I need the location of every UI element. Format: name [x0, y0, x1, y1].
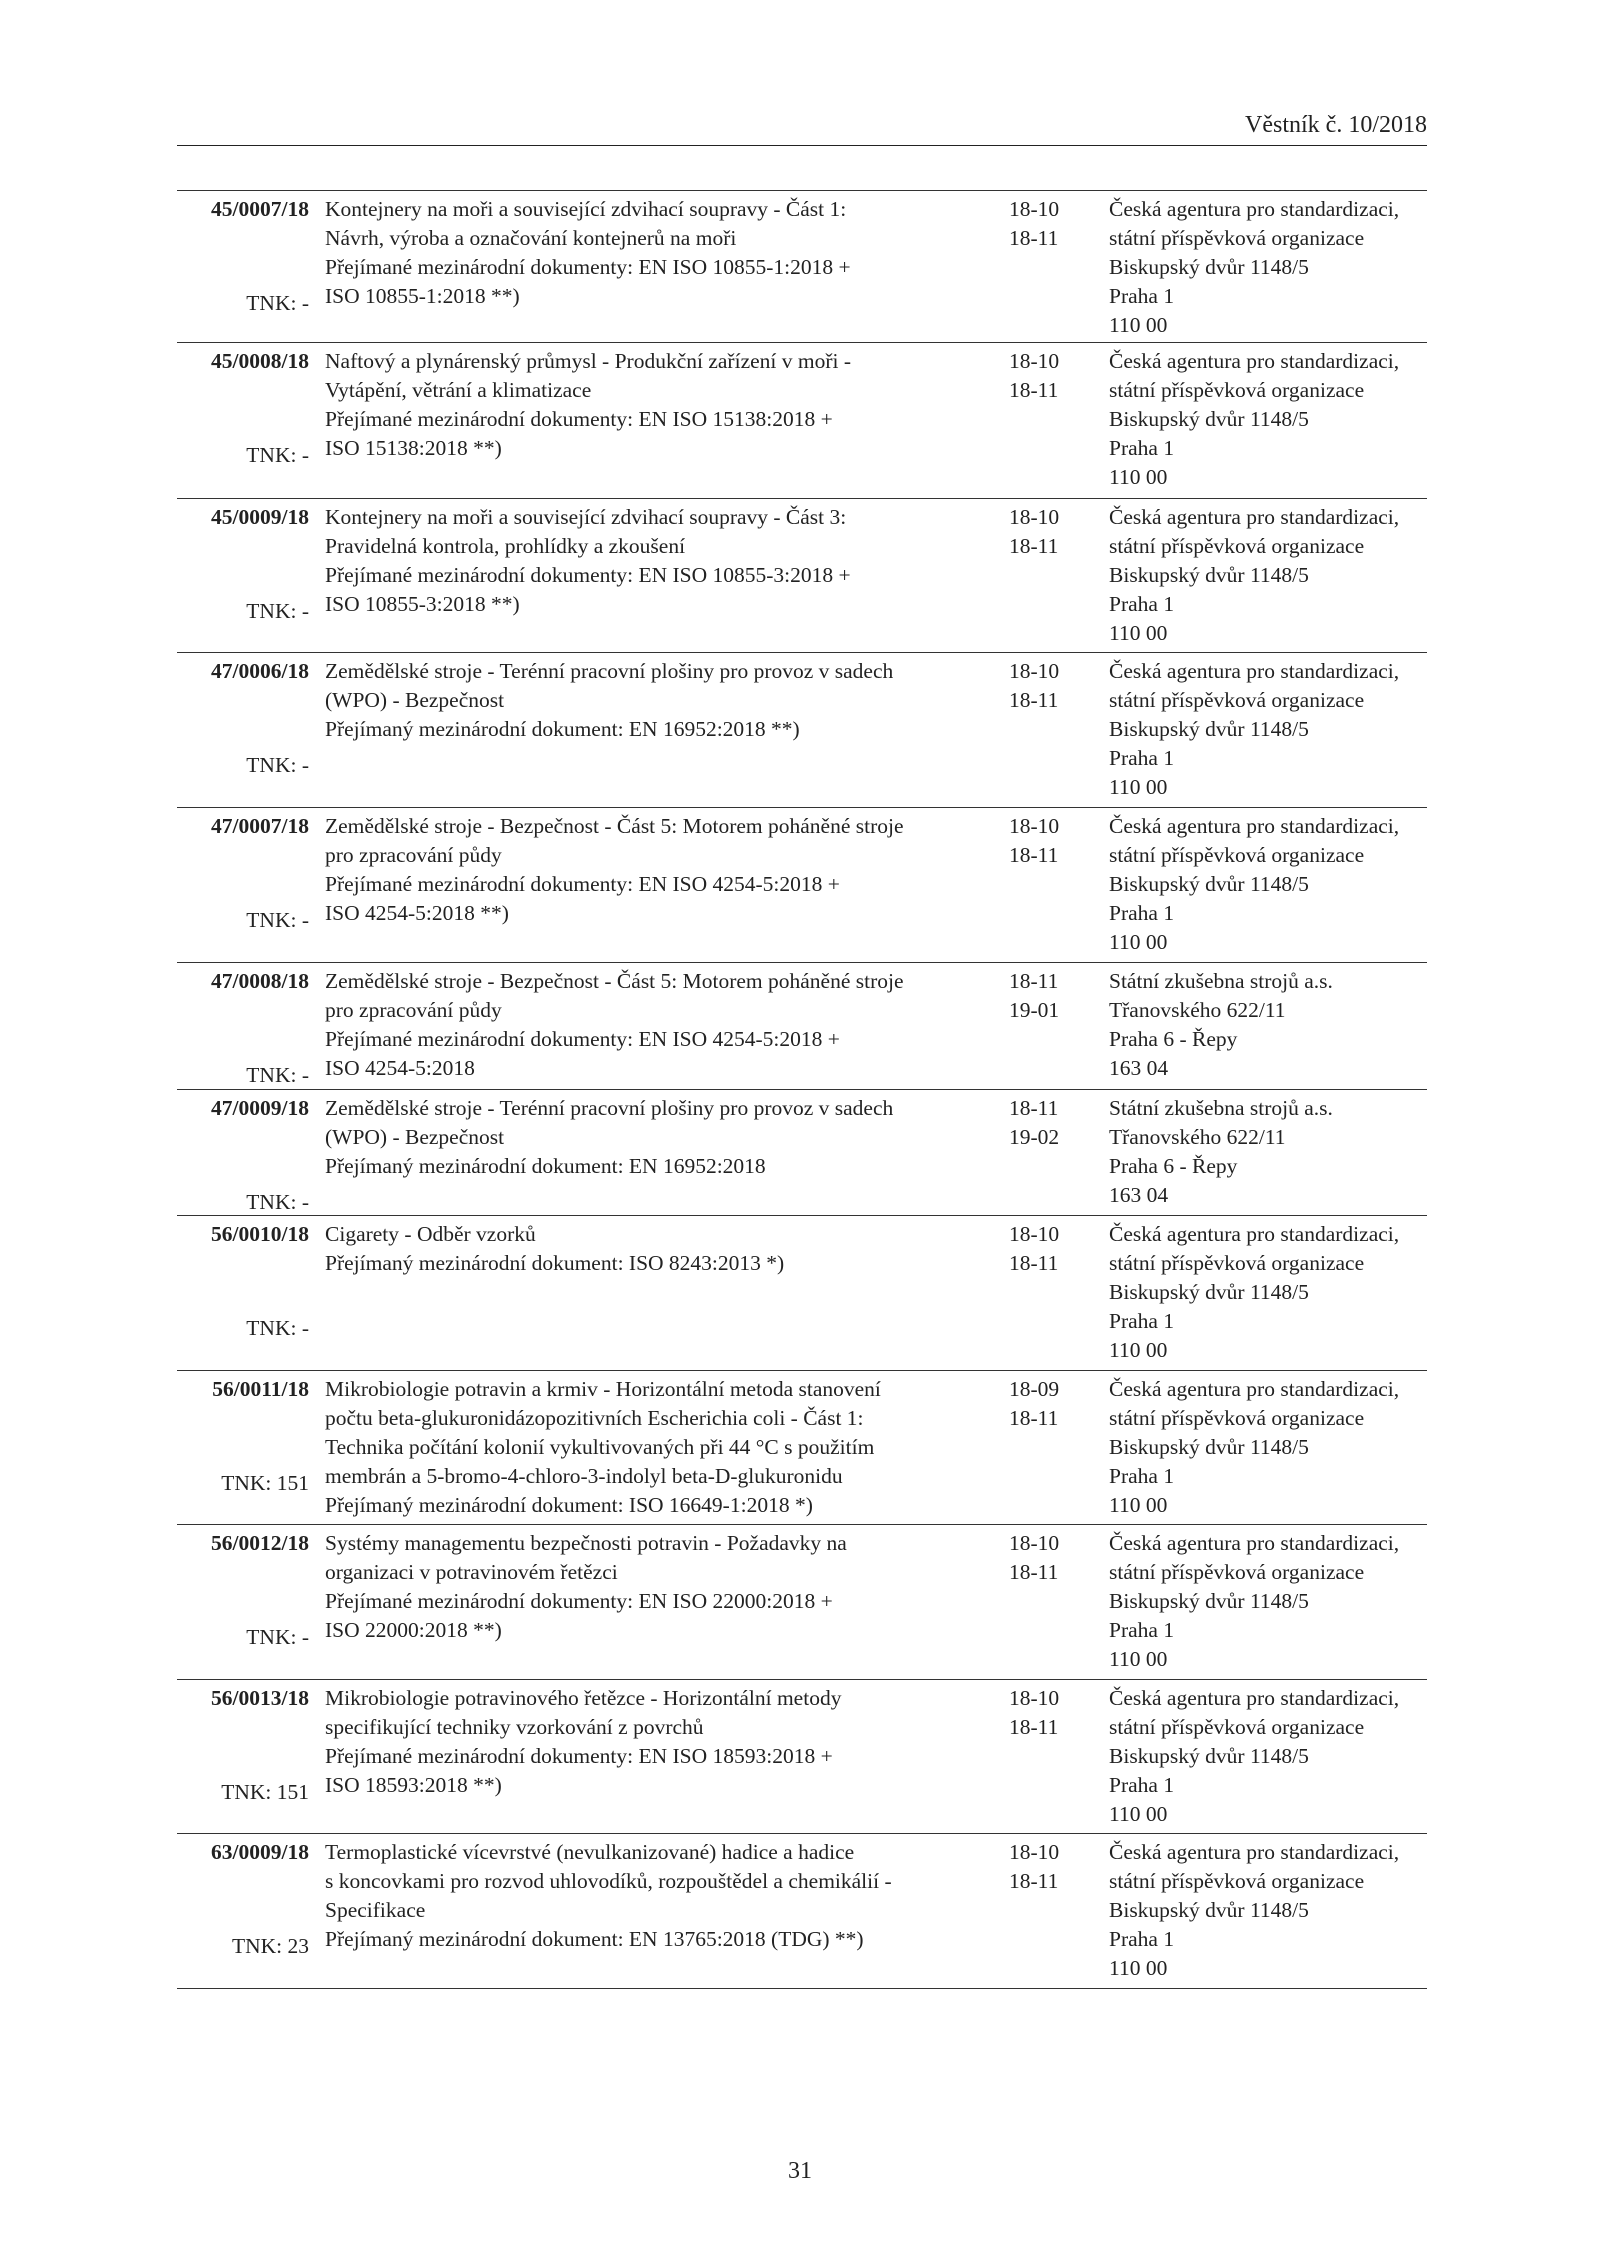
entry-description-line: Přejímaný mezinárodní dokument: EN 16952:2018 — [325, 1154, 766, 1178]
entry-description-line: počtu beta-glukuronidázopozitivních Escherichia coli - Část 1: — [325, 1406, 864, 1430]
entry-tnk: TNK: - — [246, 291, 309, 315]
entry-organization — [1109, 1529, 1439, 1674]
entry-description-line: Specifikace — [325, 1898, 426, 1922]
entry-description-line: Mikrobiologie potravinového řetězce - Horizontální metody — [325, 1686, 842, 1710]
table-row — [177, 652, 1427, 807]
entry-description-line: ISO 4254-5:2018 — [325, 1056, 475, 1080]
entry-organization — [1109, 503, 1439, 648]
entry-dates-line: 18-10 — [1009, 1840, 1060, 1864]
entry-description-line: Přejímané mezinárodní dokumenty: EN ISO 4254-5:2018 + — [325, 1027, 840, 1051]
table-row — [177, 1524, 1427, 1679]
entry-tnk: TNK: - — [246, 599, 309, 623]
table-row — [177, 1833, 1427, 1989]
entry-dates-line: 18-10 — [1009, 349, 1060, 373]
entry-description-line: Kontejnery na moři a související zdvihací soupravy - Část 3: — [325, 505, 847, 529]
entry-description — [325, 1220, 965, 1278]
entry-organization-line: 110 00 — [1109, 1647, 1168, 1671]
entry-description-line: Vytápění, větrání a klimatizace — [325, 378, 592, 402]
entry-description-line: s koncovkami pro rozvod uhlovodíků, rozpouštědel a chemikálií - — [325, 1869, 892, 1893]
entry-code: 45/0009/18 — [211, 505, 309, 529]
entry-description-line: ISO 10855-1:2018 **) — [325, 284, 520, 308]
table-row — [177, 1215, 1427, 1370]
entry-description-line: Přejímaný mezinárodní dokument: ISO 16649-1:2018 *) — [325, 1493, 813, 1517]
entry-organization-line: Česká agentura pro standardizaci, — [1109, 349, 1400, 373]
entry-organization-line: 163 04 — [1109, 1056, 1169, 1080]
entry-dates-line: 18-10 — [1009, 1531, 1060, 1555]
entry-organization-line: Česká agentura pro standardizaci, — [1109, 659, 1400, 683]
entry-organization — [1109, 967, 1439, 1083]
entry-description-line: ISO 4254-5:2018 **) — [325, 901, 509, 925]
table-row — [177, 1370, 1427, 1524]
entry-description-line: Přejímaný mezinárodní dokument: EN 16952:2018 **) — [325, 717, 800, 741]
entry-tnk: TNK: 151 — [221, 1780, 309, 1804]
entry-tnk: TNK: - — [246, 443, 309, 467]
entry-description-line: ISO 15138:2018 **) — [325, 436, 502, 460]
entry-organization-line: státní příspěvková organizace — [1109, 1406, 1365, 1430]
entry-organization-line: Biskupský dvůr 1148/5 — [1109, 407, 1309, 431]
entry-dates-line: 18-10 — [1009, 197, 1060, 221]
entry-tnk: TNK: 151 — [221, 1471, 309, 1495]
entry-description-line: Zemědělské stroje - Bezpečnost - Část 5: Motorem poháněné stroje — [325, 814, 904, 838]
entry-dates — [1009, 967, 1079, 1025]
entry-organization-line: Česká agentura pro standardizaci, — [1109, 197, 1400, 221]
entry-description-line: Technika počítání kolonií vykultivovaných při 44 °C s použitím — [325, 1435, 875, 1459]
entry-organization-line: státní příspěvková organizace — [1109, 378, 1365, 402]
entry-organization-line: Česká agentura pro standardizaci, — [1109, 1377, 1400, 1401]
entry-dates — [1009, 195, 1079, 253]
entry-organization — [1109, 812, 1439, 957]
entry-description-line: Přejímané mezinárodní dokumenty: EN ISO 15138:2018 + — [325, 407, 833, 431]
entry-dates-line: 18-11 — [1009, 843, 1059, 867]
entry-organization — [1109, 1684, 1439, 1829]
entry-description-line: Přejímaný mezinárodní dokument: ISO 8243:2013 *) — [325, 1251, 785, 1275]
entry-description — [325, 967, 965, 1083]
entry-organization-line: Česká agentura pro standardizaci, — [1109, 1686, 1400, 1710]
entry-dates — [1009, 1220, 1079, 1278]
entry-organization-line: 110 00 — [1109, 1493, 1168, 1517]
entry-dates-line: 18-11 — [1009, 969, 1059, 993]
entry-dates-line: 18-11 — [1009, 226, 1059, 250]
entry-organization — [1109, 1220, 1439, 1365]
entry-organization-line: Praha 1 — [1109, 901, 1175, 925]
entry-dates — [1009, 1684, 1079, 1742]
entry-organization-line: státní příspěvková organizace — [1109, 688, 1365, 712]
entry-description — [325, 1684, 965, 1800]
entry-organization-line: Praha 1 — [1109, 436, 1175, 460]
entry-organization-line: 110 00 — [1109, 621, 1168, 645]
entry-dates-line: 18-11 — [1009, 1560, 1059, 1584]
entry-organization-line: 110 00 — [1109, 775, 1168, 799]
entry-dates-line: 18-11 — [1009, 534, 1059, 558]
entry-description — [325, 195, 965, 311]
table-row — [177, 807, 1427, 962]
entry-description-line: Přejímané mezinárodní dokumenty: EN ISO 22000:2018 + — [325, 1589, 833, 1613]
entry-code: 45/0007/18 — [211, 197, 309, 221]
entry-code: 56/0010/18 — [211, 1222, 309, 1246]
entry-dates — [1009, 1838, 1079, 1896]
entry-organization-line: Třanovského 622/11 — [1109, 1125, 1286, 1149]
entry-organization-line: Biskupský dvůr 1148/5 — [1109, 255, 1309, 279]
entry-organization-line: Česká agentura pro standardizaci, — [1109, 1531, 1400, 1555]
entry-organization-line: Praha 6 - Řepy — [1109, 1027, 1238, 1051]
entry-description-line: Kontejnery na moři a související zdvihací soupravy - Část 1: — [325, 197, 847, 221]
entry-description-line: Mikrobiologie potravin a krmiv - Horizontální metoda stanovení — [325, 1377, 881, 1401]
entry-organization-line: 110 00 — [1109, 1802, 1168, 1826]
entry-organization-line: Praha 1 — [1109, 1464, 1175, 1488]
entry-description — [325, 657, 965, 744]
entry-dates-line: 19-01 — [1009, 998, 1060, 1022]
table-row — [177, 498, 1427, 652]
entry-organization-line: státní příspěvková organizace — [1109, 1869, 1365, 1893]
entry-tnk: TNK: - — [246, 1190, 309, 1214]
entry-organization-line: 110 00 — [1109, 313, 1168, 337]
entry-description-line: membrán a 5-bromo-4-chloro-3-indolyl beta-D-glukuronidu — [325, 1464, 843, 1488]
entry-dates-line: 19-02 — [1009, 1125, 1060, 1149]
entry-dates — [1009, 812, 1079, 870]
entry-organization-line: Česká agentura pro standardizaci, — [1109, 505, 1400, 529]
entry-dates-line: 18-11 — [1009, 1406, 1059, 1430]
entry-description — [325, 812, 965, 928]
entry-organization-line: státní příspěvková organizace — [1109, 1251, 1365, 1275]
entry-description-line: Přejímané mezinárodní dokumenty: EN ISO 10855-1:2018 + — [325, 255, 851, 279]
entry-dates-line: 18-11 — [1009, 688, 1059, 712]
entry-code: 47/0009/18 — [211, 1096, 309, 1120]
entry-tnk: TNK: - — [246, 1625, 309, 1649]
table-row — [177, 190, 1427, 342]
entry-organization — [1109, 347, 1439, 492]
entry-organization-line: Praha 6 - Řepy — [1109, 1154, 1238, 1178]
entry-description-line: Zemědělské stroje - Terénní pracovní plošiny pro provoz v sadech — [325, 659, 894, 683]
entry-organization-line: Praha 1 — [1109, 1618, 1175, 1642]
entry-tnk: TNK: 23 — [231, 1934, 309, 1958]
entry-code: 47/0006/18 — [211, 659, 309, 683]
entry-description — [325, 347, 965, 463]
entry-dates-line: 18-11 — [1009, 378, 1059, 402]
entry-description-line: Přejímané mezinárodní dokumenty: EN ISO 18593:2018 + — [325, 1744, 833, 1768]
entry-organization — [1109, 1375, 1439, 1520]
entry-organization-line: Česká agentura pro standardizaci, — [1109, 1840, 1400, 1864]
entry-organization-line: Třanovského 622/11 — [1109, 998, 1286, 1022]
entry-dates-line: 18-10 — [1009, 1686, 1060, 1710]
entry-description — [325, 1838, 965, 1954]
entry-organization-line: Praha 1 — [1109, 592, 1175, 616]
entry-code: 56/0013/18 — [211, 1686, 309, 1710]
page-header — [177, 108, 1427, 146]
entry-organization-line: 163 04 — [1109, 1183, 1169, 1207]
entry-description-line: Pravidelná kontrola, prohlídky a zkoušení — [325, 534, 686, 558]
entry-dates-line: 18-11 — [1009, 1096, 1059, 1120]
entry-dates — [1009, 503, 1079, 561]
entry-dates — [1009, 1375, 1079, 1433]
entry-code: 56/0011/18 — [212, 1377, 309, 1401]
entry-description-line: specifikující techniky vzorkování z povrchů — [325, 1715, 704, 1739]
entry-dates — [1009, 347, 1079, 405]
entry-description — [325, 503, 965, 619]
entry-organization-line: Praha 1 — [1109, 1927, 1175, 1951]
entry-organization-line: státní příspěvková organizace — [1109, 843, 1365, 867]
entry-dates-line: 18-10 — [1009, 814, 1060, 838]
entry-organization-line: Praha 1 — [1109, 284, 1175, 308]
entry-code: 47/0007/18 — [211, 814, 309, 838]
entry-description-line: pro zpracování půdy — [325, 843, 502, 867]
entry-description — [325, 1375, 965, 1520]
entry-organization-line: Česká agentura pro standardizaci, — [1109, 1222, 1400, 1246]
entry-dates-line: 18-11 — [1009, 1251, 1059, 1275]
entry-tnk: TNK: - — [246, 1063, 309, 1087]
bulletin-title: Věstník č. 10/2018 — [1245, 112, 1427, 138]
entry-description-line: (WPO) - Bezpečnost — [325, 688, 505, 712]
entry-organization-line: Praha 1 — [1109, 746, 1175, 770]
entry-organization-line: Biskupský dvůr 1148/5 — [1109, 1589, 1309, 1613]
entry-code: 45/0008/18 — [211, 349, 309, 373]
entry-description-line: Přejímané mezinárodní dokumenty: EN ISO 10855-3:2018 + — [325, 563, 851, 587]
entry-description — [325, 1529, 965, 1645]
entry-code: 56/0012/18 — [211, 1531, 309, 1555]
entry-description-line: Zemědělské stroje - Bezpečnost - Část 5: Motorem poháněné stroje — [325, 969, 904, 993]
entry-organization-line: Biskupský dvůr 1148/5 — [1109, 872, 1309, 896]
entry-tnk: TNK: - — [246, 1316, 309, 1340]
entry-description-line: Systémy managementu bezpečnosti potravin - Požadavky na — [325, 1531, 847, 1555]
entry-organization — [1109, 195, 1439, 340]
table-row — [177, 1679, 1427, 1833]
entry-description-line: Naftový a plynárenský průmysl - Produkční zařízení v moři - — [325, 349, 852, 373]
entry-organization-line: 110 00 — [1109, 1956, 1168, 1980]
entry-organization-line: státní příspěvková organizace — [1109, 226, 1365, 250]
entry-tnk: TNK: - — [246, 753, 309, 777]
entry-dates-line: 18-11 — [1009, 1715, 1059, 1739]
entry-code: 63/0009/18 — [211, 1840, 309, 1864]
entry-description-line: Zemědělské stroje - Terénní pracovní plošiny pro provoz v sadech — [325, 1096, 894, 1120]
entry-dates-line: 18-10 — [1009, 1222, 1060, 1246]
entry-organization-line: Česká agentura pro standardizaci, — [1109, 814, 1400, 838]
entry-description-line: Přejímaný mezinárodní dokument: EN 13765:2018 (TDG) **) — [325, 1927, 864, 1951]
entry-organization-line: Státní zkušebna strojů a.s. — [1109, 1096, 1333, 1120]
entry-organization-line: státní příspěvková organizace — [1109, 534, 1365, 558]
entry-organization-line: 110 00 — [1109, 930, 1168, 954]
entry-description-line: Přejímané mezinárodní dokumenty: EN ISO 4254-5:2018 + — [325, 872, 840, 896]
entry-organization-line: státní příspěvková organizace — [1109, 1715, 1365, 1739]
entry-description-line: ISO 10855-3:2018 **) — [325, 592, 520, 616]
entry-dates-line: 18-10 — [1009, 659, 1060, 683]
entry-organization-line: Biskupský dvůr 1148/5 — [1109, 1280, 1309, 1304]
entry-organization-line: Státní zkušebna strojů a.s. — [1109, 969, 1333, 993]
table-row — [177, 962, 1427, 1089]
entry-organization-line: 110 00 — [1109, 1338, 1168, 1362]
entry-organization-line: Biskupský dvůr 1148/5 — [1109, 1435, 1309, 1459]
entry-organization-line: Praha 1 — [1109, 1309, 1175, 1333]
entry-dates — [1009, 1094, 1079, 1152]
entry-organization-line: 110 00 — [1109, 465, 1168, 489]
entry-description-line: Cigarety - Odběr vzorků — [325, 1222, 536, 1246]
entry-organization — [1109, 657, 1439, 802]
table-row — [177, 342, 1427, 498]
entry-description-line: Návrh, výroba a označování kontejnerů na moři — [325, 226, 737, 250]
entry-dates — [1009, 1529, 1079, 1587]
entry-dates-line: 18-10 — [1009, 505, 1060, 529]
entry-code: 47/0008/18 — [211, 969, 309, 993]
entry-organization-line: Biskupský dvůr 1148/5 — [1109, 1744, 1309, 1768]
entry-tnk: TNK: - — [246, 908, 309, 932]
entry-dates-line: 18-09 — [1009, 1377, 1060, 1401]
entry-description — [325, 1094, 965, 1181]
entry-description-line: ISO 18593:2018 **) — [325, 1773, 502, 1797]
entry-organization-line: Biskupský dvůr 1148/5 — [1109, 717, 1309, 741]
entry-organization-line: státní příspěvková organizace — [1109, 1560, 1365, 1584]
entry-description-line: ISO 22000:2018 **) — [325, 1618, 502, 1642]
entry-description-line: (WPO) - Bezpečnost — [325, 1125, 505, 1149]
table-row — [177, 1089, 1427, 1215]
entry-description-line: pro zpracování půdy — [325, 998, 502, 1022]
entry-dates-line: 18-11 — [1009, 1869, 1059, 1893]
entry-description-line: Termoplastické vícevrstvé (nevulkanizované) hadice a hadice — [325, 1840, 855, 1864]
entry-organization-line: Biskupský dvůr 1148/5 — [1109, 563, 1309, 587]
entry-organization — [1109, 1094, 1439, 1210]
entry-description-line: organizaci v potravinovém řetězci — [325, 1560, 618, 1584]
page-number: 31 — [788, 2158, 812, 2184]
entry-organization-line: Praha 1 — [1109, 1773, 1175, 1797]
entry-organization — [1109, 1838, 1439, 1983]
entry-organization-line: Biskupský dvůr 1148/5 — [1109, 1898, 1309, 1922]
entry-dates — [1009, 657, 1079, 715]
